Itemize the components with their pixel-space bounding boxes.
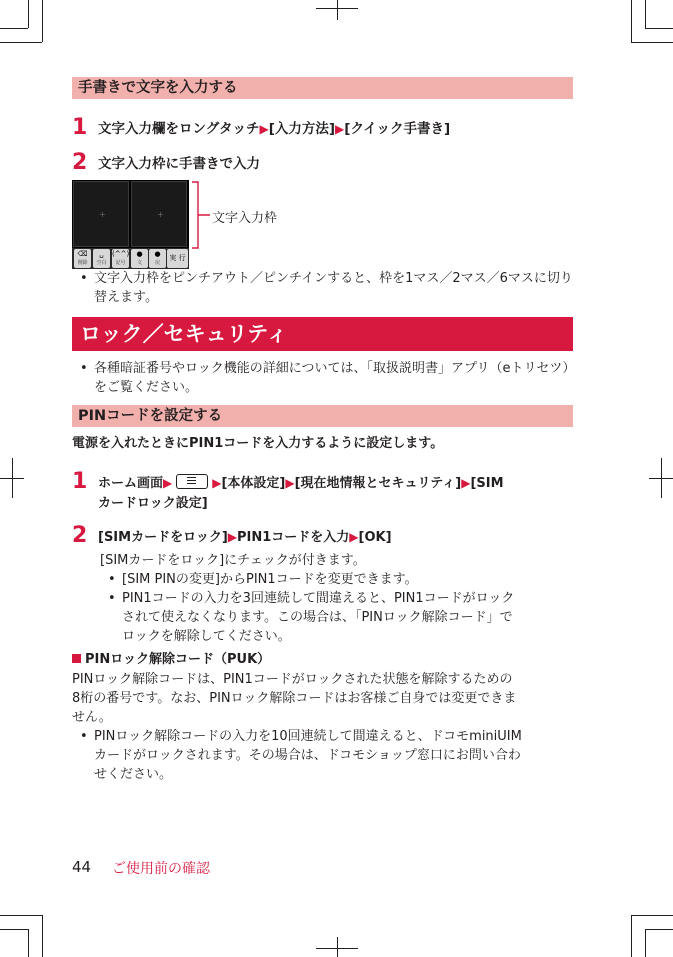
section-heading-handwriting: 手書きで文字を入力する — [72, 77, 573, 99]
page-number: 44 — [72, 858, 92, 876]
step-text: [入力方法] — [268, 121, 336, 137]
handwriting-input-screenshot — [72, 180, 189, 269]
step-number: 2 — [72, 523, 88, 548]
list-item-continuation: せください。 — [94, 767, 173, 782]
arrow-right-icon: ▶ — [259, 122, 269, 136]
step-number: 1 — [72, 115, 88, 140]
circle-icon: ● — [154, 250, 161, 258]
bullet-icon: • — [108, 591, 116, 606]
circle-icon: ● — [136, 250, 143, 258]
section-heading-pin: PINコードを設定する — [72, 405, 573, 427]
step-number: 1 — [72, 469, 88, 494]
square-bullet-icon — [72, 654, 81, 663]
bullet-icon: • — [80, 729, 88, 744]
section-intro: 電源を入れたときにPIN1コードを入力するように設定します。 — [72, 436, 444, 451]
step-text: 文字入力欄をロングタッチ — [98, 121, 260, 137]
char-key: ● 文 — [131, 249, 148, 268]
bullet-icon: • — [80, 271, 88, 286]
chapter-title: ロック／セキュリティ — [72, 317, 573, 351]
arrow-right-icon: ▶ — [335, 122, 345, 136]
step-instruction: 文字入力枠に手書きで入力 — [98, 156, 260, 172]
step-instruction — [98, 119, 574, 139]
list-item-continuation: されて使えなくなります。この場合は、「PINロック解除コード」で — [122, 610, 513, 625]
step-text: ホーム画面 — [98, 476, 164, 491]
list-item-continuation: カードがロックされます。その場合は、ドコモショップ窓口にお問い合わ — [94, 748, 521, 763]
arrow-right-icon: ▶ — [349, 530, 359, 544]
step-text: [SIM — [470, 476, 504, 491]
emoticon-icon: (^^) — [112, 250, 130, 258]
execute-key: 実 行 — [167, 249, 188, 268]
arrow-right-icon: ▶ — [461, 476, 471, 490]
footer-chapter-label: ご使用前の確認 — [112, 861, 210, 877]
step-text: カードロック設定] — [98, 496, 208, 511]
arrow-right-icon: ▶ — [163, 476, 173, 490]
step-number: 2 — [72, 150, 88, 175]
step-instruction — [98, 527, 574, 548]
arrow-right-icon: ▶ — [227, 530, 237, 544]
handwriting-pane: + — [131, 181, 187, 247]
handwriting-key-bar — [72, 248, 189, 269]
handwriting-pane: + — [73, 181, 129, 247]
space-icon: ␣ — [99, 250, 104, 258]
step-text: PIN1コードを入力 — [237, 530, 350, 545]
step-instruction — [98, 473, 574, 514]
step-text: [クイック手書き] — [344, 121, 451, 137]
paragraph-line: 8桁の番号です。なお、PINロック解除コードはお客様ご自身では変更できま — [72, 691, 517, 706]
step-text: [OK] — [358, 530, 392, 545]
symbol-key: (^^) 記号 — [112, 250, 130, 266]
step-text: [SIMカードをロック] — [98, 530, 228, 545]
bullet-icon: • — [80, 361, 88, 376]
step-text: [本体設定] — [221, 476, 286, 491]
paragraph-line: せん。 — [72, 710, 112, 725]
paragraph-line: PINロック解除コードは、PIN1コードがロックされた状態を解除するための — [72, 672, 513, 687]
step-result-text: [SIMカードをロック]にチェックが付きます。 — [100, 553, 366, 568]
callout-bracket — [190, 180, 212, 250]
arrow-right-icon: ▶ — [212, 476, 222, 490]
step-text: [現在地情報とセキュリティ] — [294, 476, 462, 491]
arrow-right-icon: ▶ — [285, 476, 295, 490]
backspace-icon: ⌫ — [77, 250, 88, 258]
space-key: ␣ 空白 — [93, 249, 110, 268]
back-key: ● 戻 — [149, 249, 166, 268]
callout-label: 文字入力枠 — [212, 211, 278, 226]
delete-key: ⌫ 削除 — [74, 249, 91, 268]
subheading-puk: PINロック解除コード（PUK） — [72, 650, 270, 669]
list-item-continuation: ロックを解除してください。 — [122, 629, 291, 644]
bullet-icon: • — [108, 572, 116, 587]
menu-key-icon — [176, 474, 208, 489]
